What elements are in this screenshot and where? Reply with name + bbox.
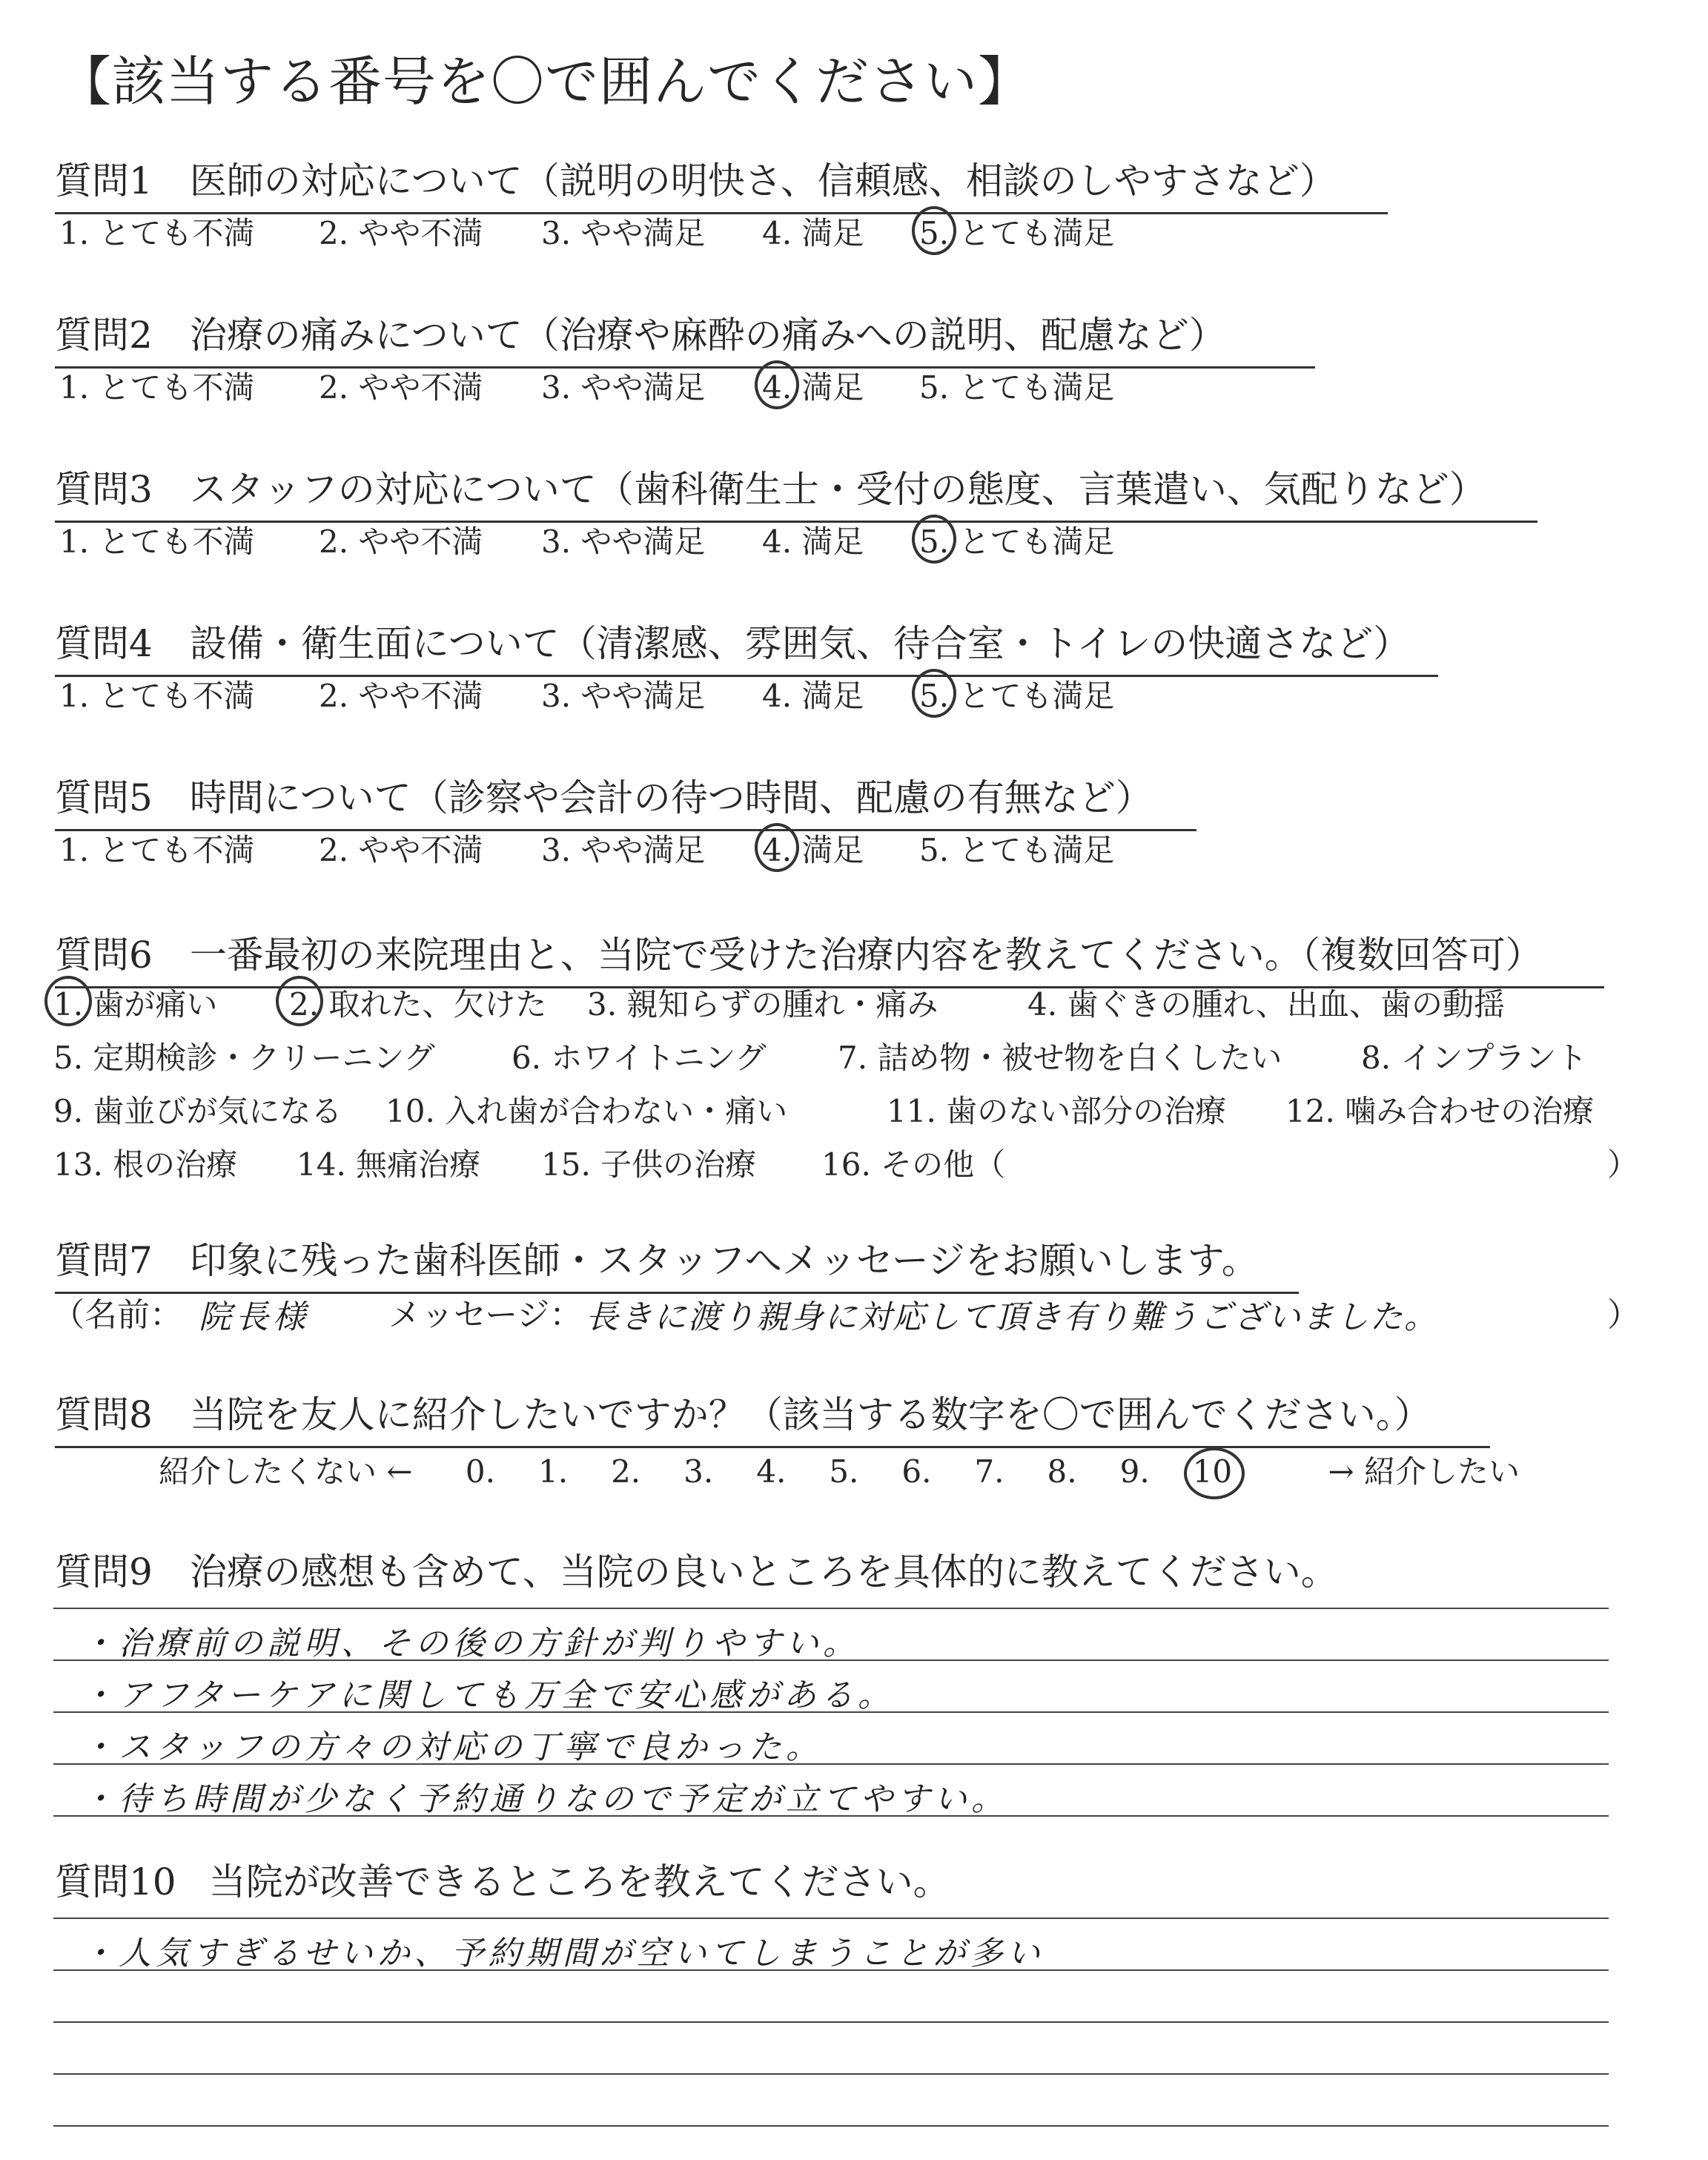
q9-text: 治療の感想も含めて、当院の良いところを具体的に教えてください。 bbox=[189, 1550, 1338, 1593]
q6-option-9[interactable]: 9. 歯並びが気になる bbox=[53, 1093, 342, 1129]
q10-rule-line bbox=[53, 2125, 1609, 2127]
q10-label: 質問10 bbox=[55, 1860, 176, 1903]
q2-option-2[interactable]: 2. やや不満 bbox=[319, 369, 483, 406]
q4-option-5[interactable]: 5. とても満足 bbox=[919, 678, 1115, 714]
q6-other-close-paren: ） bbox=[1607, 1146, 1639, 1183]
q3-text: スタッフの対応について（歯科衛生士・受付の態度、言葉遣い、気配りなど） bbox=[189, 468, 1486, 511]
q8-scale-2[interactable]: 2. bbox=[611, 1453, 641, 1490]
q6-option-11[interactable]: 11. 歯のない部分の治療 bbox=[887, 1093, 1227, 1129]
q1-option-5[interactable]: 5. とても満足 bbox=[919, 215, 1115, 251]
q8-scale-9[interactable]: 9. bbox=[1119, 1453, 1150, 1490]
q4-label: 質問4 bbox=[55, 622, 153, 665]
q3-heading bbox=[55, 460, 1537, 523]
q6-option-16[interactable]: 16. その他（ bbox=[821, 1146, 1006, 1183]
q2-option-5[interactable]: 5. とても満足 bbox=[919, 369, 1115, 406]
q8-scale-4[interactable]: 4. bbox=[756, 1453, 787, 1490]
q1-text: 医師の対応について（説明の明快さ、信頼感、相談のしやすさなど） bbox=[189, 159, 1337, 202]
q7-text: 印象に残った歯科医師・スタッフへメッセージをお願いします。 bbox=[189, 1239, 1259, 1282]
q8-left-label: 紹介したくない ← bbox=[159, 1453, 413, 1490]
q9-heading bbox=[55, 1542, 1338, 1603]
q1-heading bbox=[55, 151, 1388, 214]
q5-heading bbox=[55, 768, 1196, 831]
q5-option-1[interactable]: 1. とても不満 bbox=[59, 832, 255, 868]
q5-option-3[interactable]: 3. やや満足 bbox=[541, 832, 706, 868]
q10-rule-line bbox=[53, 2021, 1609, 2023]
q9-label: 質問9 bbox=[55, 1550, 153, 1593]
q9-answer-3: ・スタッフの方々の対応の丁寧で良かった。 bbox=[82, 1728, 823, 1766]
q8-scale-10[interactable] bbox=[1193, 1453, 1232, 1490]
q7-heading bbox=[55, 1231, 1299, 1294]
q6-option-3[interactable]: 3. 親知らずの腫れ・痛み bbox=[587, 986, 939, 1023]
q2-label: 質問2 bbox=[55, 314, 153, 357]
q8-scale-1[interactable]: 1. bbox=[537, 1453, 569, 1490]
q8-heading bbox=[55, 1385, 1490, 1448]
q6-option-6[interactable]: 6. ホワイトニング bbox=[512, 1040, 767, 1076]
q3-option-3[interactable]: 3. やや満足 bbox=[541, 524, 706, 560]
q6-label: 質問6 bbox=[55, 934, 153, 977]
q8-scale-3[interactable]: 3. bbox=[683, 1453, 714, 1490]
q2-option-3[interactable]: 3. やや満足 bbox=[541, 369, 706, 406]
q6-option-10[interactable]: 10. 入れ歯が合わない・痛い bbox=[385, 1093, 788, 1129]
q1-label: 質問1 bbox=[55, 159, 153, 202]
q6-text: 一番最初の来院理由と、当院で受けた治療内容を教えてください。（複数回答可） bbox=[189, 934, 1543, 977]
q4-option-2[interactable]: 2. やや不満 bbox=[319, 678, 483, 714]
q5-option-4[interactable]: 4. 満足 bbox=[762, 832, 864, 868]
q9-answer-1: ・治療前の説明、その後の方針が判りやすい。 bbox=[82, 1625, 860, 1662]
q1-option-3[interactable]: 3. やや満足 bbox=[541, 215, 706, 251]
q2-option-1[interactable]: 1. とても不満 bbox=[59, 369, 255, 406]
q7-name-label: （名前： bbox=[52, 1296, 182, 1334]
q4-option-4[interactable]: 4. 満足 bbox=[762, 678, 864, 714]
q2-heading bbox=[55, 305, 1315, 369]
q7-close-paren: ） bbox=[1607, 1296, 1640, 1334]
q7-label: 質問7 bbox=[55, 1239, 153, 1282]
q9-rule-line bbox=[53, 1608, 1609, 1609]
q7-message-label: メッセージ： bbox=[388, 1296, 583, 1334]
q10-rule-line bbox=[53, 1918, 1609, 1919]
q8-scale-row bbox=[159, 1447, 1520, 1492]
q8-scale-0[interactable]: 0. bbox=[465, 1453, 495, 1490]
q1-option-2[interactable]: 2. やや不満 bbox=[319, 215, 483, 251]
q3-option-4[interactable]: 4. 満足 bbox=[762, 524, 864, 560]
q3-option-5[interactable]: 5. とても満足 bbox=[919, 524, 1115, 560]
q9-answer-4: ・待ち時間が少なく予約通りなので予定が立てやすい。 bbox=[82, 1780, 1008, 1818]
q4-heading bbox=[55, 614, 1438, 677]
q8-scale-7[interactable]: 7. bbox=[974, 1453, 1004, 1490]
q6-option-15[interactable]: 15. 子供の治療 bbox=[541, 1146, 757, 1183]
q5-text: 時間について（診察や会計の待つ時間、配慮の有無など） bbox=[189, 776, 1153, 819]
q4-option-3[interactable]: 3. やや満足 bbox=[541, 678, 706, 714]
q8-right-label: → 紹介したい bbox=[1328, 1453, 1520, 1490]
q8-scale-5[interactable]: 5. bbox=[829, 1453, 859, 1490]
q9-answer-2: ・アフターケアに関しても万全で安心感がある。 bbox=[82, 1677, 895, 1714]
q10-rule-line bbox=[53, 2073, 1609, 2075]
q6-option-4[interactable]: 4. 歯ぐきの腫れ、出血、歯の動揺 bbox=[1027, 986, 1505, 1023]
q6-option-5[interactable]: 5. 定期検診・クリーニング bbox=[53, 1040, 435, 1076]
q2-option-4[interactable]: 4. 満足 bbox=[762, 369, 864, 406]
q6-option-13[interactable]: 13. 根の治療 bbox=[53, 1146, 238, 1183]
q3-option-2[interactable]: 2. やや不満 bbox=[319, 524, 483, 560]
q4-text: 設備・衛生面について（清潔感、雰囲気、待合室・トイレの快適さなど） bbox=[189, 622, 1411, 665]
q8-scale-value-10: 10 bbox=[1192, 1453, 1233, 1490]
q8-label: 質問8 bbox=[55, 1393, 153, 1436]
q6-option-12[interactable]: 12. 噛み合わせの治療 bbox=[1285, 1093, 1595, 1129]
q5-option-5[interactable]: 5. とても満足 bbox=[919, 832, 1115, 868]
q10-text: 当院が改善できるところを教えてください。 bbox=[208, 1860, 950, 1903]
q1-option-4[interactable]: 4. 満足 bbox=[762, 215, 864, 251]
q6-option-2[interactable]: 2. 取れた、欠けた bbox=[289, 986, 547, 1023]
q6-option-7[interactable]: 7. 詰め物・被せ物を白くしたい bbox=[838, 1040, 1282, 1076]
q6-option-14[interactable]: 14. 無痛治療 bbox=[297, 1146, 481, 1183]
q3-label: 質問3 bbox=[55, 468, 153, 511]
q6-option-8[interactable]: 8. インプラント bbox=[1361, 1040, 1588, 1076]
q6-heading bbox=[55, 925, 1604, 988]
q7-message-value: 長きに渡り親身に対応して頂き有り難うございました。 bbox=[586, 1298, 1438, 1336]
q8-scale-6[interactable]: 6. bbox=[901, 1453, 932, 1490]
q10-answer-1: ・人気すぎるせいか、予約期間が空いてしまうことが多い bbox=[82, 1935, 1045, 1972]
q8-scale-8[interactable]: 8. bbox=[1047, 1453, 1077, 1490]
q2-text: 治療の痛みについて（治療や麻酔の痛みへの説明、配慮など） bbox=[189, 314, 1226, 357]
q7-name-value: 院長様 bbox=[199, 1298, 310, 1336]
page-title: 【該当する番号を〇で囲んでください】 bbox=[58, 50, 1033, 113]
q5-label: 質問5 bbox=[55, 776, 153, 819]
q5-option-2[interactable]: 2. やや不満 bbox=[319, 832, 483, 868]
q3-option-1[interactable]: 1. とても不満 bbox=[59, 524, 255, 560]
q10-heading bbox=[55, 1852, 950, 1913]
q4-option-1[interactable]: 1. とても不満 bbox=[59, 678, 255, 714]
q6-option-1[interactable]: 1. 歯が痛い bbox=[53, 986, 218, 1023]
q8-text: 当院を友人に紹介したいですか？（該当する数字を〇で囲んでください。） bbox=[189, 1393, 1431, 1436]
q1-option-1[interactable]: 1. とても不満 bbox=[59, 215, 255, 251]
